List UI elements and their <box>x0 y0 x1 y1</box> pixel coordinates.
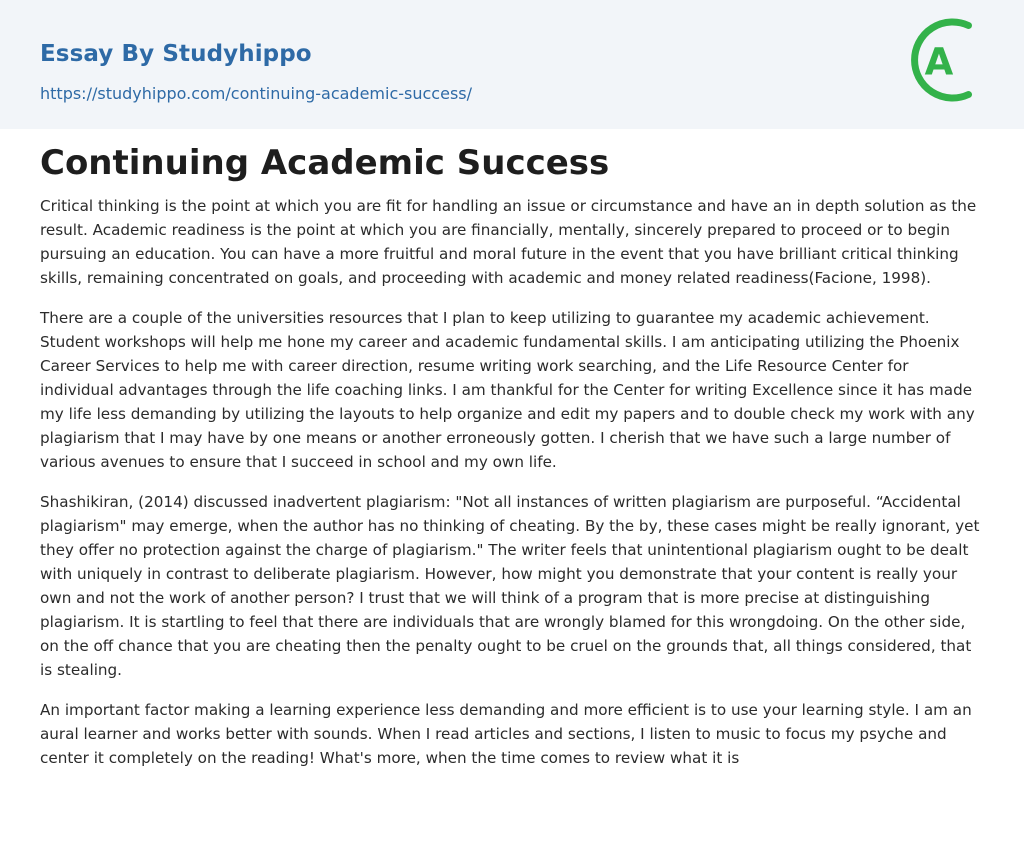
studyhippo-logo-icon <box>910 18 988 106</box>
logo-letter: A <box>924 40 954 84</box>
essay-paragraph: Shashikiran, (2014) discussed inadvertent plagiarism: "Not all instances of written plagiarism are purposeful. “Accidental plagiarism" may emerge, when the author has no thinking of cheating. By the by, these cases might be really ignorant, yet they offer no protection against the charge of plagiarism." The writer feels that unintentional plagiarism ought to be dealt with uniquely in contrast to deliberate plagiarism. However, how might you demonstrate that your content is really your own and not the work of another person? I trust that we will think of a program that is more precise at distinguishing plagiarism. It is startling to feel that there are individuals that are wrongly blamed for this wrongdoing. On the other side, on the off chance that you are cheating then the penalty ought to be cruel on the grounds that, all things considered, that is stealing. <box>40 493 980 679</box>
essay-paragraph: There are a couple of the universities resources that I plan to keep utilizing to guarantee my academic achievement. Student workshops will help me hone my career and academic fundamental skills. I am anticipating utilizing the Phoenix Career Services to help me with career direction, resume writing work searching, and the Life Resource Center for individual advantages through the life coaching links. I am thankful for the Center for writing Excellence since it has made my life less demanding by utilizing the layouts to help organize and edit my papers and to double check my work with any plagiarism that I may have by one means or another erroneously gotten. I cherish that we have such a large number of various avenues to ensure that I succeed in school and my own life. <box>40 309 975 471</box>
brand-title: Essay By Studyhippo <box>40 41 312 67</box>
essay-url-link[interactable]: https://studyhippo.com/continuing-academic-success/ <box>40 84 473 103</box>
site-header <box>0 0 1024 129</box>
essay-paragraph: An important factor making a learning experience less demanding and more efficient is to use your learning style. I am an aural learner and works better with sounds. When I read articles and sections, I listen to music to focus my psyche and center it completely on the reading! What's more, when the time comes to review what it is <box>40 701 972 767</box>
essay-body <box>40 194 986 786</box>
essay-paragraph: Critical thinking is the point at which you are fit for handling an issue or circumstance and have an in depth solution as the result. Academic readiness is the point at which you are financially, mentally, sincerely prepared to proceed or to begin pursuing an education. You can have a more fruitful and moral future in the event that you have brilliant critical thinking skills, remaining concentrated on goals, and proceeding with academic and money related readiness(Facione, 1998). <box>40 197 977 287</box>
page-title: Continuing Academic Success <box>40 143 610 183</box>
